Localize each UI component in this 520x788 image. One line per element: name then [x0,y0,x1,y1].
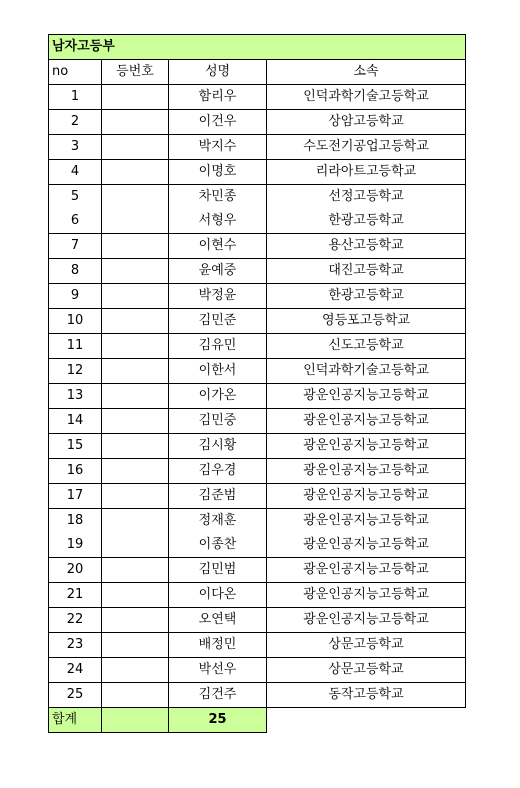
cell-name[interactable]: 김건주 [169,683,267,708]
cell-name[interactable]: 이가온 [169,384,267,409]
cell-reg[interactable] [102,259,169,284]
cell-name[interactable]: 이종찬 [169,533,267,558]
cell-org[interactable]: 상암고등학교 [267,110,466,135]
table-row [49,509,466,534]
table-row [49,558,466,583]
cell-name[interactable]: 김우경 [169,459,267,484]
table-row [49,209,466,234]
cell-reg[interactable] [102,160,169,185]
table-row [49,284,466,309]
cell-name[interactable]: 서형우 [169,209,267,234]
cell-name[interactable]: 박선우 [169,658,267,683]
cell-no[interactable]: 11 [49,334,102,359]
roster-table [48,34,466,733]
table-row [49,683,466,708]
table-row [49,533,466,558]
cell-org[interactable]: 광운인공지능고등학교 [267,509,466,534]
cell-no[interactable]: 2 [49,110,102,135]
cell-org[interactable]: 수도전기공업고등학교 [267,135,466,160]
cell-no[interactable]: 21 [49,583,102,608]
header-name[interactable]: 성명 [169,60,267,85]
cell-no[interactable]: 3 [49,135,102,160]
cell-name[interactable]: 김민중 [169,409,267,434]
cell-reg[interactable] [102,209,169,234]
cell-org[interactable]: 대진고등학교 [267,259,466,284]
cell-reg[interactable] [102,359,169,384]
total-row [49,708,466,733]
sheet-title[interactable]: 남자고등부 [49,35,466,60]
total-blank-cell[interactable] [102,708,169,733]
cell-reg[interactable] [102,135,169,160]
cell-no[interactable]: 7 [49,234,102,259]
cell-name[interactable]: 차민종 [169,185,267,210]
cell-reg[interactable] [102,434,169,459]
table-row [49,434,466,459]
cell-reg[interactable] [102,558,169,583]
cell-no[interactable]: 19 [49,533,102,558]
table-row [49,309,466,334]
cell-org[interactable]: 광운인공지능고등학교 [267,384,466,409]
cell-reg[interactable] [102,583,169,608]
cell-name[interactable]: 이건우 [169,110,267,135]
cell-reg[interactable] [102,409,169,434]
header-reg[interactable]: 등번호 [102,60,169,85]
title-row [49,35,466,60]
empty-cell[interactable] [267,708,466,733]
table-row [49,110,466,135]
cell-reg[interactable] [102,683,169,708]
cell-org[interactable]: 상문고등학교 [267,658,466,683]
cell-name[interactable]: 박정윤 [169,284,267,309]
cell-org[interactable]: 영등포고등학교 [267,309,466,334]
cell-name[interactable]: 김시황 [169,434,267,459]
table-row [49,384,466,409]
cell-name[interactable]: 이명호 [169,160,267,185]
table-row [49,409,466,434]
table-row [49,234,466,259]
cell-no[interactable]: 1 [49,85,102,110]
cell-reg[interactable] [102,284,169,309]
cell-reg[interactable] [102,85,169,110]
cell-reg[interactable] [102,110,169,135]
cell-no[interactable]: 8 [49,259,102,284]
cell-no[interactable]: 14 [49,409,102,434]
cell-name[interactable]: 윤예중 [169,259,267,284]
cell-no[interactable]: 5 [49,185,102,210]
cell-no[interactable]: 10 [49,309,102,334]
cell-name[interactable]: 박지수 [169,135,267,160]
cell-org[interactable]: 광운인공지능고등학교 [267,533,466,558]
header-row [49,60,466,85]
cell-reg[interactable] [102,533,169,558]
cell-org[interactable]: 인덕과학기술고등학교 [267,359,466,384]
cell-reg[interactable] [102,334,169,359]
table-row [49,334,466,359]
cell-reg[interactable] [102,309,169,334]
cell-no[interactable]: 25 [49,683,102,708]
table-row [49,160,466,185]
cell-org[interactable]: 한광고등학교 [267,209,466,234]
cell-no[interactable]: 20 [49,558,102,583]
table-row [49,135,466,160]
cell-name[interactable]: 이한서 [169,359,267,384]
table-row [49,658,466,683]
cell-name[interactable]: 김유민 [169,334,267,359]
table-row [49,484,466,509]
cell-name[interactable]: 김준범 [169,484,267,509]
cell-org[interactable]: 광운인공지능고등학교 [267,484,466,509]
cell-org[interactable]: 신도고등학교 [267,334,466,359]
cell-reg[interactable] [102,658,169,683]
cell-org[interactable]: 광운인공지능고등학교 [267,409,466,434]
cell-reg[interactable] [102,608,169,633]
cell-reg[interactable] [102,185,169,210]
cell-no[interactable]: 4 [49,160,102,185]
cell-no[interactable]: 17 [49,484,102,509]
cell-reg[interactable] [102,384,169,409]
cell-reg[interactable] [102,633,169,658]
cell-no[interactable]: 15 [49,434,102,459]
table-row [49,459,466,484]
cell-no[interactable]: 18 [49,509,102,534]
cell-name[interactable]: 김민범 [169,558,267,583]
table-row [49,583,466,608]
cell-org[interactable]: 광운인공지능고등학교 [267,558,466,583]
table-row [49,259,466,284]
cell-org[interactable]: 용산고등학교 [267,234,466,259]
cell-reg[interactable] [102,459,169,484]
table-row [49,633,466,658]
cell-no[interactable]: 23 [49,633,102,658]
cell-name[interactable]: 정재훈 [169,509,267,534]
cell-name[interactable]: 김민준 [169,309,267,334]
cell-name[interactable]: 이다온 [169,583,267,608]
cell-org[interactable]: 상문고등학교 [267,633,466,658]
cell-org[interactable]: 선정고등학교 [267,185,466,210]
cell-no[interactable]: 16 [49,459,102,484]
cell-org[interactable]: 인덕과학기술고등학교 [267,85,466,110]
cell-reg[interactable] [102,509,169,534]
cell-org[interactable]: 광운인공지능고등학교 [267,434,466,459]
cell-name[interactable]: 함리우 [169,85,267,110]
total-value[interactable]: 25 [169,708,267,733]
header-no[interactable]: no [49,60,102,85]
table-row [49,359,466,384]
cell-org[interactable]: 광운인공지능고등학교 [267,608,466,633]
cell-no[interactable]: 13 [49,384,102,409]
cell-name[interactable]: 배정민 [169,633,267,658]
cell-org[interactable]: 광운인공지능고등학교 [267,459,466,484]
cell-reg[interactable] [102,234,169,259]
cell-org[interactable]: 리라아트고등학교 [267,160,466,185]
cell-org[interactable]: 동작고등학교 [267,683,466,708]
cell-no[interactable]: 22 [49,608,102,633]
table-row [49,185,466,210]
table-row [49,608,466,633]
total-label[interactable]: 합계 [49,708,102,733]
cell-no[interactable]: 12 [49,359,102,384]
cell-reg[interactable] [102,484,169,509]
cell-name[interactable]: 오연택 [169,608,267,633]
cell-no[interactable]: 24 [49,658,102,683]
cell-no[interactable]: 9 [49,284,102,309]
header-org[interactable]: 소속 [267,60,466,85]
table-row [49,85,466,110]
cell-org[interactable]: 광운인공지능고등학교 [267,583,466,608]
cell-org[interactable]: 한광고등학교 [267,284,466,309]
cell-name[interactable]: 이현수 [169,234,267,259]
cell-no[interactable]: 6 [49,209,102,234]
